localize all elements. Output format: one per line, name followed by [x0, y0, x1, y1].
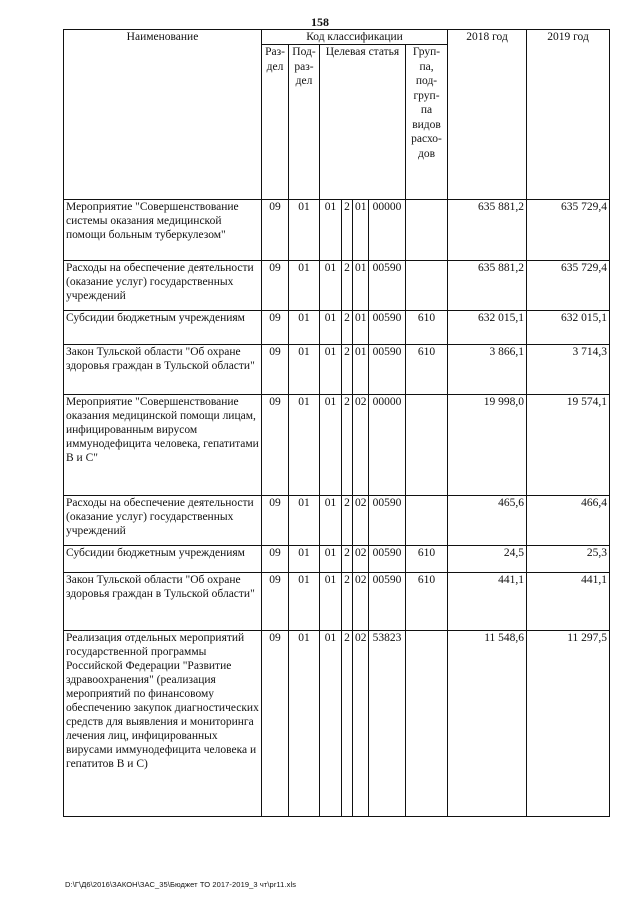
- cell-target-subprogram: 2: [342, 631, 353, 817]
- table-row: [64, 261, 610, 311]
- cell-target-direction: 00590: [369, 311, 406, 345]
- table-row: [64, 546, 610, 573]
- cell-target-subprogram: 2: [342, 573, 353, 631]
- cell-subsection: 01: [289, 261, 320, 311]
- cell-target-direction: 00590: [369, 345, 406, 395]
- cell-expense-group: [406, 200, 448, 261]
- cell-target-direction: 00590: [369, 496, 406, 546]
- cell-target-subprogram: 2: [342, 200, 353, 261]
- cell-name: Мероприятие "Совершенствование системы оказания медицинской помощи больным туберкулезом": [64, 200, 262, 261]
- column-header-code-classification: Код классификации: [262, 30, 448, 45]
- cell-section: 09: [262, 546, 289, 573]
- cell-amount-2019: 632 015,1: [527, 311, 610, 345]
- cell-target-program: 01: [320, 261, 342, 311]
- cell-target-program: 01: [320, 200, 342, 261]
- cell-amount-2019: 3 714,3: [527, 345, 610, 395]
- cell-target-event: 01: [353, 200, 369, 261]
- cell-subsection: 01: [289, 496, 320, 546]
- cell-target-subprogram: 2: [342, 261, 353, 311]
- table-row: [64, 631, 610, 817]
- cell-amount-2018: 19 998,0: [448, 395, 527, 496]
- cell-section: 09: [262, 200, 289, 261]
- cell-amount-2018: 441,1: [448, 573, 527, 631]
- cell-amount-2018: 11 548,6: [448, 631, 527, 817]
- column-header-name: Наименование: [64, 30, 262, 200]
- cell-target-direction: 53823: [369, 631, 406, 817]
- table-row: [64, 496, 610, 546]
- column-header-section: Раз-дел: [262, 45, 289, 200]
- cell-subsection: 01: [289, 395, 320, 496]
- column-header-subsection: Под-раз-дел: [289, 45, 320, 200]
- cell-amount-2018: 635 881,2: [448, 261, 527, 311]
- cell-section: 09: [262, 261, 289, 311]
- cell-name: Расходы на обеспечение деятельности (оказание услуг) государственных учреждений: [64, 496, 262, 546]
- cell-target-program: 01: [320, 345, 342, 395]
- cell-section: 09: [262, 631, 289, 817]
- column-header-2018: 2018 год: [448, 30, 527, 200]
- cell-target-subprogram: 2: [342, 311, 353, 345]
- table-row: [64, 395, 610, 496]
- page-number: 158: [311, 15, 329, 29]
- cell-target-event: 01: [353, 345, 369, 395]
- cell-name: Мероприятие "Совершенствование оказания медицинской помощи лицам, инфицированным вирусом иммунодефицита человека, гепатитами В и С": [64, 395, 262, 496]
- cell-name: Реализация отдельных мероприятий государственной программы Российской Федерации "Развитие здравоохранения" (реализация мероприятий по финансовому обеспечению закупок диагностических средств для выявления и мониторинга лечения лиц, инфицированных вирусами иммунодефицита человека и гепатитов В и С): [64, 631, 262, 817]
- cell-section: 09: [262, 345, 289, 395]
- cell-subsection: 01: [289, 345, 320, 395]
- cell-target-program: 01: [320, 496, 342, 546]
- cell-section: 09: [262, 573, 289, 631]
- cell-expense-group: [406, 631, 448, 817]
- column-header-expense-group: Груп-па, под-груп-па видов расхо-дов: [406, 45, 448, 200]
- cell-name: Закон Тульской области "Об охране здоровья граждан в Тульской области": [64, 345, 262, 395]
- cell-name: Субсидии бюджетным учреждениям: [64, 546, 262, 573]
- cell-amount-2018: 465,6: [448, 496, 527, 546]
- table-body: [64, 200, 610, 817]
- cell-target-subprogram: 2: [342, 496, 353, 546]
- cell-target-event: 02: [353, 631, 369, 817]
- cell-amount-2019: 19 574,1: [527, 395, 610, 496]
- cell-section: 09: [262, 496, 289, 546]
- cell-amount-2019: 441,1: [527, 573, 610, 631]
- cell-target-event: 02: [353, 496, 369, 546]
- cell-amount-2019: 11 297,5: [527, 631, 610, 817]
- cell-target-direction: 00000: [369, 200, 406, 261]
- cell-target-program: 01: [320, 573, 342, 631]
- cell-expense-group: [406, 496, 448, 546]
- cell-target-event: 01: [353, 261, 369, 311]
- cell-target-program: 01: [320, 546, 342, 573]
- cell-target-event: 01: [353, 311, 369, 345]
- cell-expense-group: [406, 395, 448, 496]
- cell-target-event: 02: [353, 546, 369, 573]
- column-header-target-article: Целевая статья: [320, 45, 406, 200]
- cell-subsection: 01: [289, 546, 320, 573]
- cell-target-subprogram: 2: [342, 345, 353, 395]
- cell-expense-group: 610: [406, 573, 448, 631]
- cell-target-program: 01: [320, 311, 342, 345]
- column-header-2019: 2019 год: [527, 30, 610, 200]
- cell-target-subprogram: 2: [342, 546, 353, 573]
- cell-expense-group: 610: [406, 345, 448, 395]
- table-row: [64, 311, 610, 345]
- cell-target-program: 01: [320, 631, 342, 817]
- cell-name: Закон Тульской области "Об охране здоровья граждан в Тульской области": [64, 573, 262, 631]
- cell-subsection: 01: [289, 311, 320, 345]
- budget-table: [63, 29, 610, 817]
- cell-target-program: 01: [320, 395, 342, 496]
- cell-subsection: 01: [289, 573, 320, 631]
- table-row: [64, 573, 610, 631]
- cell-amount-2019: 25,3: [527, 546, 610, 573]
- cell-target-direction: 00590: [369, 261, 406, 311]
- cell-target-event: 02: [353, 573, 369, 631]
- cell-amount-2018: 632 015,1: [448, 311, 527, 345]
- cell-target-subprogram: 2: [342, 395, 353, 496]
- table-row: [64, 345, 610, 395]
- footer-file-path: D:\Г\Д6\2016\ЗАКОН\ЗАС_35\Бюджет ТО 2017-2019_3 чт\pr11.xls: [65, 880, 297, 889]
- cell-target-direction: 00590: [369, 573, 406, 631]
- cell-section: 09: [262, 395, 289, 496]
- cell-amount-2019: 635 729,4: [527, 200, 610, 261]
- cell-target-event: 02: [353, 395, 369, 496]
- cell-subsection: 01: [289, 200, 320, 261]
- cell-subsection: 01: [289, 631, 320, 817]
- cell-amount-2018: 635 881,2: [448, 200, 527, 261]
- cell-name: Субсидии бюджетным учреждениям: [64, 311, 262, 345]
- cell-amount-2019: 466,4: [527, 496, 610, 546]
- cell-target-direction: 00590: [369, 546, 406, 573]
- cell-expense-group: [406, 261, 448, 311]
- cell-amount-2018: 3 866,1: [448, 345, 527, 395]
- cell-amount-2019: 635 729,4: [527, 261, 610, 311]
- table-row: [64, 200, 610, 261]
- cell-section: 09: [262, 311, 289, 345]
- cell-expense-group: 610: [406, 546, 448, 573]
- cell-name: Расходы на обеспечение деятельности (оказание услуг) государственных учреждений: [64, 261, 262, 311]
- cell-target-direction: 00000: [369, 395, 406, 496]
- cell-amount-2018: 24,5: [448, 546, 527, 573]
- cell-expense-group: 610: [406, 311, 448, 345]
